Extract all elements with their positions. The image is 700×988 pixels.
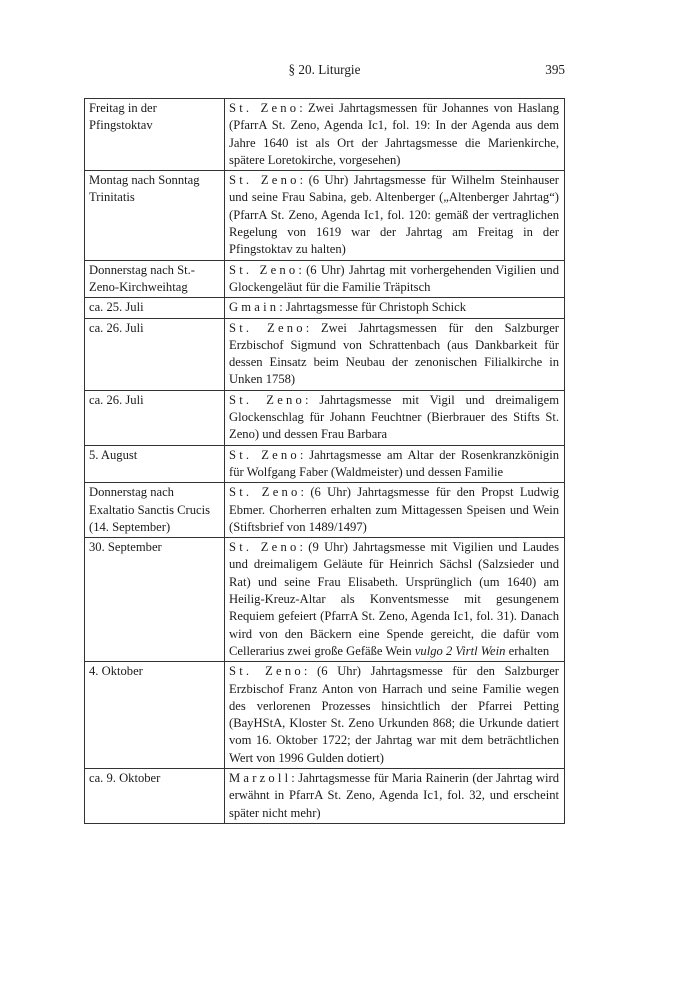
place-name: St. Zeno xyxy=(229,664,304,679)
description-text: : (6 Uhr) Jahrtagsmesse für den Salzburger Erzbischof Franz Anton von Harrach und seine Familie wegen des verlorenen Prozesses hinsichtlich der Pfarrei Petting (BayHStA, Kloster St. Zeno Urkunden 868; die Urkunde datiert vom 16. Oktober 1722; der Jahrtag war mit dem beträchtlichen Wert von 1996 Gulden dotiert) xyxy=(229,664,559,765)
table-row xyxy=(85,662,565,769)
table-row xyxy=(85,768,565,823)
description-text: : Zwei Jahrtagsmessen für Johannes von Haslang (PfarrA St. Zeno, Agenda Ic1, fol. 19: In der Agenda aus dem Jahre 1640 ist als Ort der Jahrtagsmesse die Marienkirche, spätere Loretokirche, vorgesehen) xyxy=(229,101,559,167)
date-cell: ca. 26. Juli xyxy=(85,318,225,390)
place-name: St. Zeno xyxy=(229,447,300,462)
running-head xyxy=(84,62,565,82)
date-cell: 5. August xyxy=(85,445,225,483)
table-row xyxy=(85,483,565,538)
date-cell: Montag nach Sonntag Trinitatis xyxy=(85,171,225,260)
table-row xyxy=(85,99,565,171)
description-cell xyxy=(225,390,565,445)
date-cell: 30. September xyxy=(85,538,225,662)
italic-quote: vulgo 2 Virtl Wein xyxy=(414,643,506,658)
description-text: : Jahrtagsmesse für Christoph Schick xyxy=(279,300,467,315)
description-text: : (6 Uhr) Jahrtag mit vorhergehenden Vigilien und Glockengeläut für die Familie Träpitsch xyxy=(229,262,560,294)
description-text: : Jahrtagsmesse für Maria Rainerin (der Jahrtag wird erwähnt in PfarrA St. Zeno, Agenda Ic1, fol. 32, und erscheint später nicht mehr) xyxy=(229,770,559,820)
description-text: : Jahrtagsmesse am Altar der Rosenkranzkönigin für Wolfgang Faber (Waldmeister) und dessen Familie xyxy=(229,447,559,479)
table-row xyxy=(85,318,565,390)
table-row xyxy=(85,538,565,662)
description-cell xyxy=(225,662,565,769)
date-cell: ca. 9. Oktober xyxy=(85,768,225,823)
date-cell: Donnerstag nach Exaltatio Sanctis Crucis (14. September) xyxy=(85,483,225,538)
place-name: Gmain xyxy=(229,300,280,315)
place-name: St. Zeno xyxy=(229,173,300,188)
place-name: St. Zeno xyxy=(229,485,301,500)
place-name: St. Zeno xyxy=(229,540,300,555)
description-text: : (6 Uhr) Jahrtagsmesse für Wilhelm Steinhauser und seine Frau Sabina, geb. Altenberger („Altenberger Jahrtag“) (PfarrA St. Zeno, Agenda Ic1, fol. 120: gemäß der vertraglichen Regelung von 1619 war der Jahrtag am Freitag in der Pfingstoktav zu halten) xyxy=(229,173,560,257)
section-title: § 20. Liturgie xyxy=(288,62,361,77)
page-number: 395 xyxy=(545,62,565,77)
place-name: St. Zeno xyxy=(229,101,300,115)
description-tail: erhalten xyxy=(505,643,550,658)
description-text: : Zwei Jahrtagsmessen für den Salzburger Erzbischof Sigmund von Schrattenbach (aus Dankbarkeit für dessen Einsatz beim Neubau der zenonischen Filialkirche in Unken 1758) xyxy=(229,320,559,387)
description-cell xyxy=(225,318,565,390)
table-row xyxy=(85,171,565,260)
date-cell: Donnerstag nach St.-Zeno-Kirchweihtag xyxy=(85,260,225,298)
date-cell: 4. Oktober xyxy=(85,662,225,769)
description-cell xyxy=(225,538,565,662)
description-text: : (9 Uhr) Jahrtagsmesse mit Vigilien und Laudes und dreimaligem Geläute für Heinrich Sächsl (Salzsieder und Rat) und seine Frau Elisabeth. Ursprünglich (um 1640) am Heilig-Kreuz-Altar als Konventsmesse mit gesungenem Requiem gefeiert (PfarrA St. Zeno, Agenda Ic1, fol. 31). Danach wird von den Bäckern eine Spende gereicht, die dafür vom Cellerarius zwei große Gefäße Wein xyxy=(229,540,559,658)
description-cell xyxy=(225,171,565,260)
description-text: : (6 Uhr) Jahrtagsmesse für den Propst Ludwig Ebmer. Chorherren erhalten zum Mittagessen Speisen und Wein (Stiftsbrief von 1489/1497) xyxy=(229,485,559,534)
place-name: Marzoll xyxy=(229,770,292,785)
table-row xyxy=(85,445,565,483)
date-cell: ca. 26. Juli xyxy=(85,390,225,445)
description-cell xyxy=(225,298,565,318)
place-name: St. Zeno xyxy=(229,392,305,407)
description-cell xyxy=(225,483,565,538)
description-cell xyxy=(225,99,565,171)
place-name: St. Zeno xyxy=(229,262,299,277)
description-cell xyxy=(225,768,565,823)
table-row xyxy=(85,390,565,445)
date-cell: Freitag in der Pfingstoktav xyxy=(85,99,225,171)
table-row xyxy=(85,260,565,298)
description-cell xyxy=(225,445,565,483)
date-cell: ca. 25. Juli xyxy=(85,298,225,318)
description-cell xyxy=(225,260,565,298)
table-row xyxy=(85,298,565,318)
place-name: St. Zeno xyxy=(229,320,306,335)
description-text: : Jahrtagsmesse mit Vigil und dreimaligem Glockenschlag für Johann Feuchtner (Bierbrauer des Stifts St. Zeno) und dessen Frau Barbara xyxy=(229,392,559,442)
anniversary-masses-table xyxy=(84,98,565,824)
